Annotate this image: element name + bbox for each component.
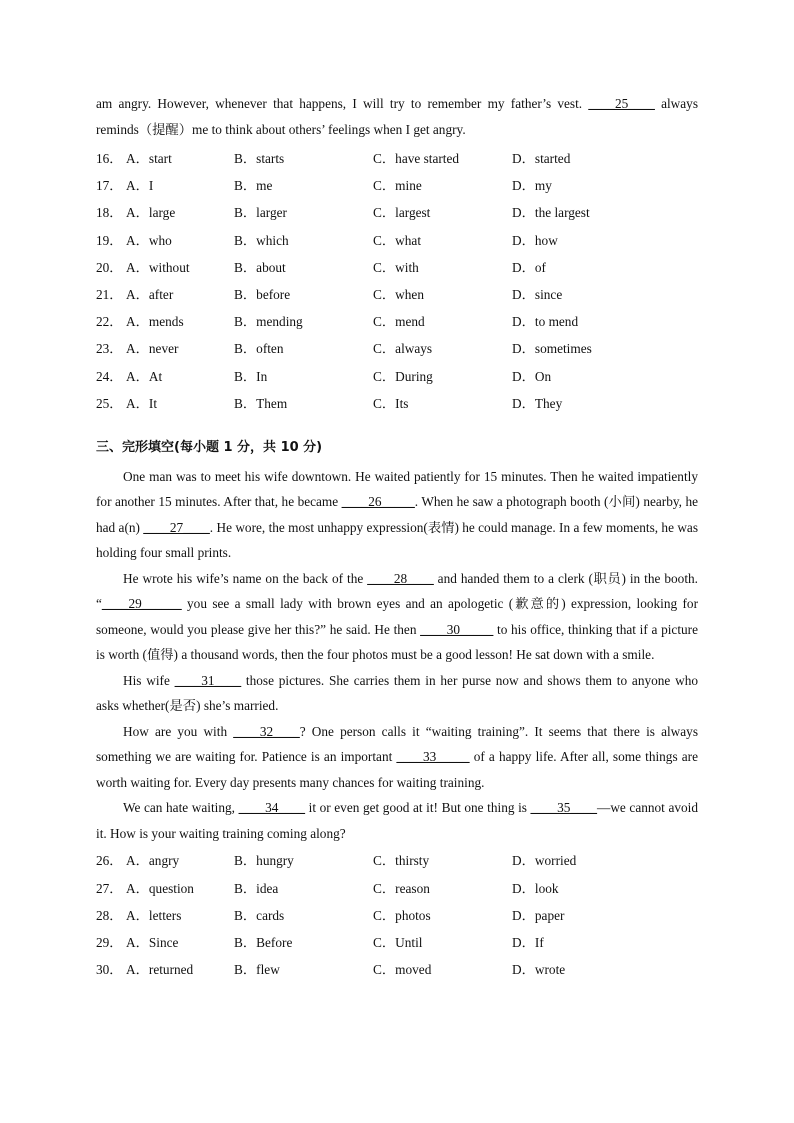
option-b: B．which [234, 232, 289, 248]
option-d: D．how [512, 232, 558, 248]
option-a: A．question [126, 880, 194, 896]
option-c: C．mend [373, 314, 425, 330]
passage-paragraph-4 [96, 719, 698, 796]
option-a: A．large [126, 205, 176, 221]
option-b: B．hungry [234, 853, 294, 869]
passage-text: —we cannot avoid it. How is your waiting training coming along? [96, 800, 698, 841]
option-d: D．paper [512, 907, 565, 923]
option-a: A．I [126, 178, 154, 194]
option-d: D．wrote [512, 962, 566, 978]
option-a: A．angry [126, 853, 180, 869]
question-row-23 [96, 334, 698, 361]
option-a: A．who [126, 232, 172, 248]
option-c: C．reason [373, 880, 430, 896]
option-c: C．During [373, 368, 433, 384]
question-number: 27． [96, 880, 123, 896]
passage-text: . When he saw a photograph booth (小间) nearby, he had a(n) [96, 494, 698, 535]
question-row-28 [96, 901, 698, 928]
blank-32: ____32____ [233, 723, 300, 739]
top-paragraph-text-1: am angry. However, whenever that happens, I will try to remember my father’s vest. [96, 96, 589, 111]
passage-text: those pictures. She carries them in her purse now and shows them to anyone who asks whether(是否) she’s married. [96, 672, 698, 714]
option-a: A．after [126, 287, 174, 303]
options-list-16-25 [96, 144, 698, 416]
passage-text: He wrote his wife’s name on the back of the [123, 570, 368, 586]
passage-text: ? One person calls it “waiting training”. It seems that there is always something we are waiting for. Patience is an important [96, 723, 698, 765]
question-row-17 [96, 171, 698, 198]
option-a: A．letters [126, 907, 182, 923]
option-b: B．Before [234, 935, 293, 951]
option-d: D．my [512, 178, 552, 194]
option-c: C．with [373, 259, 419, 275]
option-d: D．the largest [512, 205, 590, 221]
option-a: A．never [126, 341, 179, 357]
option-d: D．sometimes [512, 341, 592, 357]
option-b: B．about [234, 259, 286, 275]
question-number: 23． [96, 341, 123, 357]
passage-text: How are you with [123, 723, 234, 739]
question-row-16 [96, 144, 698, 171]
passage-text: We can hate waiting, [123, 800, 239, 816]
question-number: 22． [96, 314, 123, 330]
option-b: B．often [234, 341, 284, 357]
option-b: B．larger [234, 205, 287, 221]
option-b: B．In [234, 368, 268, 384]
question-number: 25． [96, 395, 123, 411]
question-number: 19． [96, 232, 123, 248]
blank-34: ____34____ [238, 800, 306, 816]
option-a: A．start [126, 151, 172, 167]
option-c: C．always [373, 341, 433, 357]
option-c: C．have started [373, 151, 460, 167]
question-number: 29． [96, 935, 123, 951]
passage-text: it or even get good at it! But one thing is [305, 800, 531, 816]
question-number: 20． [96, 259, 123, 275]
option-c: C．thirsty [373, 853, 430, 869]
option-c: C．moved [373, 962, 432, 978]
passage-text: One man was to meet his wife downtown. He waited patiently for 15 minutes. Then he waited impatiently for another 15 minutes. After that, he became [96, 468, 698, 510]
blank-35: ____35____ [530, 800, 598, 816]
question-row-27 [96, 874, 698, 901]
blank-33: ____33_____ [396, 749, 470, 765]
question-row-26 [96, 846, 698, 873]
exam-page [96, 91, 698, 982]
question-number: 17． [96, 178, 123, 194]
option-d: D．They [512, 395, 563, 411]
option-b: B．idea [234, 880, 279, 896]
option-b: B．cards [234, 907, 285, 923]
question-number: 18． [96, 205, 123, 221]
passage-paragraph-5 [96, 795, 698, 846]
cloze-passage [96, 464, 698, 847]
blank-25: ____25____ [588, 96, 655, 111]
blank-28: ____28____ [367, 570, 434, 586]
question-row-20 [96, 253, 698, 280]
option-b: B．mending [234, 314, 303, 330]
option-a: A．Since [126, 935, 179, 951]
option-c: C．what [373, 232, 422, 248]
option-d: D．since [512, 287, 563, 303]
option-a: A．At [126, 368, 163, 384]
top-paragraph-text-2: always reminds（提醒）me to think about others’ feelings when I get angry. [96, 96, 698, 137]
question-row-18 [96, 198, 698, 225]
passage-text: to his office, thinking that if a picture is worth (值得) a thousand words, then the four photos must be a good lesson! He sat down with a smile. [96, 621, 698, 663]
blank-27: ____27____ [143, 519, 210, 535]
section-title: 三、完形填空(每小题 1 分，共 10 分) [96, 439, 323, 455]
blank-31: ____31____ [174, 672, 242, 688]
option-c: C．Its [373, 395, 409, 411]
passage-paragraph-3 [96, 668, 698, 719]
question-number: 26． [96, 853, 123, 869]
option-a: A．returned [126, 962, 194, 978]
option-b: B．flew [234, 962, 280, 978]
blank-29: ____29______ [101, 596, 182, 612]
option-b: B．before [234, 287, 291, 303]
option-b: B．starts [234, 151, 285, 167]
option-c: C．when [373, 287, 424, 303]
question-row-22 [96, 307, 698, 334]
option-a: A．without [126, 259, 190, 275]
question-row-21 [96, 280, 698, 307]
question-row-30 [96, 955, 698, 982]
options-list-26-30 [96, 846, 698, 982]
option-d: D．worried [512, 853, 577, 869]
option-c: C．mine [373, 178, 422, 194]
blank-30: ____30_____ [420, 621, 494, 637]
question-row-24 [96, 362, 698, 389]
passage-text: His wife [123, 672, 175, 688]
passage-text: of a happy life. After all, some things are worth waiting for. Every day presents many chances for waiting training. [96, 749, 698, 790]
option-d: D．of [512, 259, 546, 275]
passage-text: and handed them to a clerk (职员) in the booth. “ [96, 570, 698, 612]
blank-26: ____26_____ [341, 494, 415, 510]
option-b: B．Them [234, 395, 288, 411]
passage-paragraph-1 [96, 464, 698, 566]
option-c: C．photos [373, 907, 431, 923]
option-a: A．It [126, 395, 158, 411]
passage-text: you see a small lady with brown eyes and an apologetic (歉意的) expression, looking for someone, would you please give her this?” he said. He then [96, 596, 698, 637]
question-number: 16． [96, 151, 123, 167]
question-number: 21． [96, 287, 123, 303]
option-d: D．to mend [512, 314, 579, 330]
option-c: C．largest [373, 205, 431, 221]
question-row-29 [96, 928, 698, 955]
passage-paragraph-2 [96, 566, 698, 668]
option-d: D．On [512, 368, 552, 384]
question-number: 24． [96, 368, 123, 384]
option-a: A．mends [126, 314, 184, 330]
question-number: 28． [96, 907, 123, 923]
option-d: D．If [512, 935, 544, 951]
question-row-25 [96, 389, 698, 416]
option-d: D．look [512, 880, 559, 896]
option-c: C．Until [373, 935, 423, 951]
option-b: B．me [234, 178, 273, 194]
top-paragraph [96, 91, 698, 142]
question-row-19 [96, 226, 698, 253]
question-number: 30． [96, 962, 123, 978]
passage-text: . He wore, the most unhappy expression(表情) he could manage. In a few moments, he was holding four small prints. [96, 519, 698, 561]
option-d: D．started [512, 151, 571, 167]
